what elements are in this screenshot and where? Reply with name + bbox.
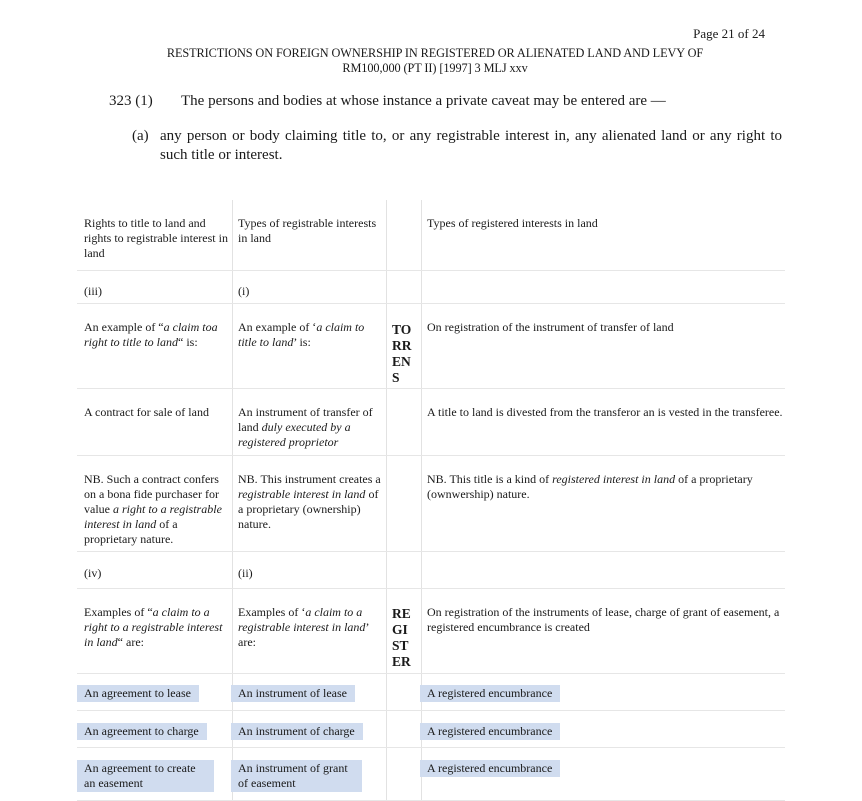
easement-col2: An instrument of grant of easement bbox=[231, 760, 362, 792]
row-label-ii: (ii) bbox=[238, 566, 253, 580]
table-row-torrens bbox=[77, 304, 785, 389]
register-line: GI bbox=[392, 622, 408, 637]
text: of a proprietary (ownwership) nature. bbox=[427, 472, 753, 501]
lease-col1: An agreement to lease bbox=[77, 685, 199, 702]
torrens-col2 bbox=[238, 320, 382, 350]
section-number: 323 (1) bbox=[109, 93, 153, 109]
table-row-contract bbox=[77, 389, 785, 456]
text: of a proprietary nature. bbox=[84, 517, 178, 546]
easement-col1: An agreement to create an easement bbox=[77, 760, 214, 792]
torrens-line: RR bbox=[392, 338, 412, 353]
nb-col2 bbox=[238, 472, 382, 532]
running-head bbox=[90, 46, 780, 76]
table-row-register bbox=[77, 589, 785, 674]
emphasis: duly executed by a registered proprietor bbox=[238, 420, 351, 449]
nb-col1 bbox=[84, 472, 230, 547]
paragraph-a-text: any person or body claiming title to, or any registrable interest in, any alienated land or any right to such title or interest. bbox=[160, 128, 782, 163]
lease-col4: A registered encumbrance bbox=[420, 685, 560, 702]
register-line: ER bbox=[392, 654, 411, 669]
table-row bbox=[77, 271, 785, 304]
text: ’ is: bbox=[293, 335, 311, 349]
emphasis: a right to a registrable interest in land bbox=[84, 502, 222, 531]
text: of a proprietary (ownership) nature. bbox=[238, 487, 379, 531]
register-col4: On registration of the instruments of lease, charge of grant of easement, a registered encumbrance is created bbox=[427, 605, 780, 634]
page-number: Page 21 of 24 bbox=[693, 26, 765, 41]
row-label-iii: (iii) bbox=[84, 284, 102, 298]
text: An example of ‘ bbox=[238, 320, 317, 334]
header-rights-to-title: Rights to title to land and rights to registrable interest in land bbox=[84, 216, 228, 260]
nb-col4 bbox=[427, 472, 785, 502]
emphasis: a claim to a right to a registrable interest in land bbox=[84, 605, 223, 649]
paragraph-a bbox=[132, 127, 782, 165]
text: An example of “ bbox=[84, 320, 164, 334]
contract-col1: A contract for sale of land bbox=[84, 405, 209, 419]
text: “ are: bbox=[117, 635, 144, 649]
torrens-col4: On registration of the instrument of transfer of land bbox=[427, 320, 674, 334]
torrens-col1 bbox=[84, 320, 230, 350]
emphasis: a claim to a registrable interest in land bbox=[238, 605, 366, 634]
register-label bbox=[392, 606, 422, 670]
text: Examples of ‘ bbox=[238, 605, 306, 619]
section-text: The persons and bodies at whose instance a private caveat may be entered are — bbox=[181, 93, 666, 109]
caveat-table bbox=[77, 200, 785, 801]
torrens-line: EN bbox=[392, 354, 411, 369]
table-row-charge bbox=[77, 711, 785, 748]
charge-col1: An agreement to charge bbox=[77, 723, 207, 740]
text: NB. This instrument creates a bbox=[238, 472, 381, 486]
emphasis: registered interest in land bbox=[552, 472, 676, 486]
emphasis: a claim toa right to title to land bbox=[84, 320, 218, 349]
register-line: RE bbox=[392, 606, 411, 621]
header-registered-interests: Types of registered interests in land bbox=[427, 216, 598, 230]
header-registrable-interests: Types of registrable interests in land bbox=[238, 216, 377, 245]
table-row bbox=[77, 552, 785, 589]
paragraph-a-label: (a) bbox=[132, 128, 149, 144]
table-row-easement bbox=[77, 748, 785, 801]
text: An instrument of transfer of land bbox=[238, 405, 373, 434]
torrens-line: TO bbox=[392, 322, 412, 337]
register-col1 bbox=[84, 605, 230, 650]
table-header-row bbox=[77, 200, 785, 271]
row-label-i: (i) bbox=[238, 284, 250, 298]
easement-col4: A registered encumbrance bbox=[420, 760, 560, 777]
row-label-iv: (iv) bbox=[84, 566, 102, 580]
register-line: ST bbox=[392, 638, 409, 653]
contract-col4: A title to land is divested from the transferor an is vested in the transferee. bbox=[427, 405, 783, 419]
text: “ is: bbox=[178, 335, 198, 349]
torrens-label bbox=[392, 322, 422, 386]
emphasis: a claim to title to land bbox=[238, 320, 365, 349]
section-323-1 bbox=[109, 92, 666, 110]
text: Examples of “ bbox=[84, 605, 153, 619]
running-head-line-1: RESTRICTIONS ON FOREIGN OWNERSHIP IN REGISTERED OR ALIENATED LAND AND LEVY OF bbox=[166, 46, 704, 60]
emphasis: registrable interest in land bbox=[238, 487, 366, 501]
torrens-line: S bbox=[392, 370, 400, 385]
table-row-lease bbox=[77, 674, 785, 711]
contract-col2 bbox=[238, 405, 382, 450]
text: ’ are: bbox=[238, 620, 369, 649]
charge-col4: A registered encumbrance bbox=[420, 723, 560, 740]
lease-col2: An instrument of lease bbox=[231, 685, 355, 702]
register-col2 bbox=[238, 605, 382, 650]
running-head-line-2: RM100,000 (PT II) [1997] 3 MLJ xxv bbox=[342, 61, 528, 75]
table-row-nb bbox=[77, 456, 785, 552]
charge-col2: An instrument of charge bbox=[231, 723, 363, 740]
text: NB. Such a contract confers on a bona fide purchaser for value bbox=[84, 472, 219, 516]
text: NB. This title is a kind of bbox=[427, 472, 553, 486]
